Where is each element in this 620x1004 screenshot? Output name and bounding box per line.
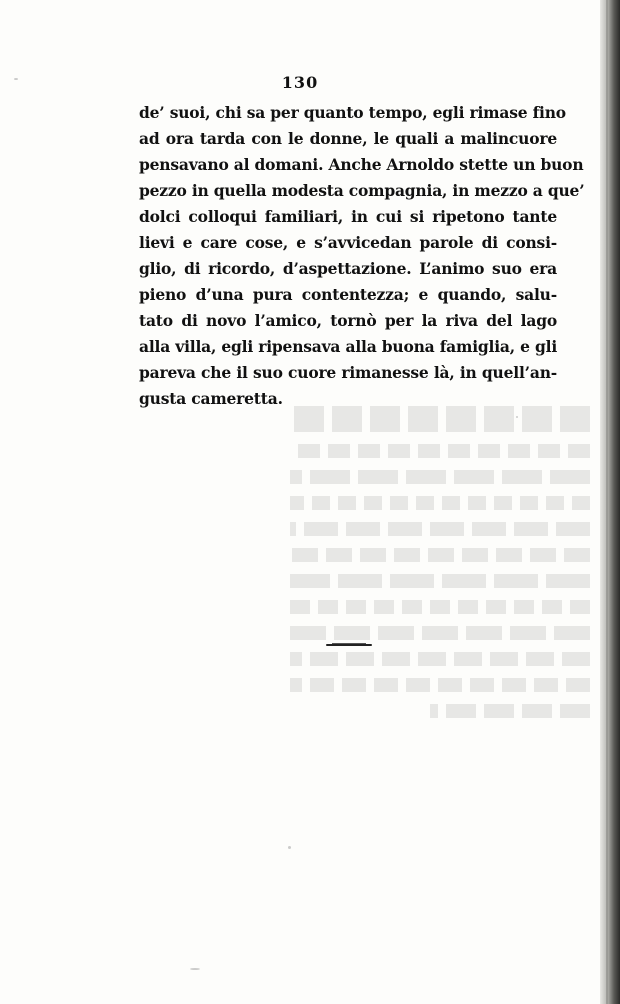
paper-speck — [14, 78, 18, 80]
text-line: pezzo in quella modesta compagnia, in mezzo a que’ — [139, 181, 585, 200]
section-separator-rule — [326, 644, 372, 646]
text-line: glio, di ricordo, d’aspettazione. L’animo suo era — [139, 259, 557, 278]
text-line: ad ora tarda con le donne, le quali a malincuore — [139, 129, 557, 148]
text-line: de’ suoi, chi sa per quanto tempo, egli rimase fino — [139, 103, 566, 122]
text-line: dolci colloqui familiari, in cui si ripetono tante — [139, 207, 557, 226]
text-line: pieno d’una pura contentezza; e quando, salu- — [139, 285, 557, 304]
paper-speck — [190, 968, 200, 970]
text-line: alla villa, egli ripensava alla buona famiglia, e gli — [139, 337, 558, 356]
body-text — [139, 100, 585, 412]
bleed-through-texture — [290, 400, 590, 860]
text-line: pareva che il suo cuore rimanesse là, in quell’an- — [139, 363, 557, 382]
binding-edge — [600, 0, 620, 1004]
text-line: lievi e care cose, e s’avvicedan parole di consi- — [139, 233, 557, 252]
page-number: 130 — [281, 73, 319, 92]
paper-speck — [516, 416, 518, 418]
text-line: gusta cameretta. — [139, 389, 283, 408]
text-line: pensavano al domani. Anche Arnoldo stette un buon — [139, 155, 584, 174]
text-line: tato di novo l’amico, tornò per la riva del lago — [139, 311, 557, 330]
paper-speck — [288, 846, 291, 849]
